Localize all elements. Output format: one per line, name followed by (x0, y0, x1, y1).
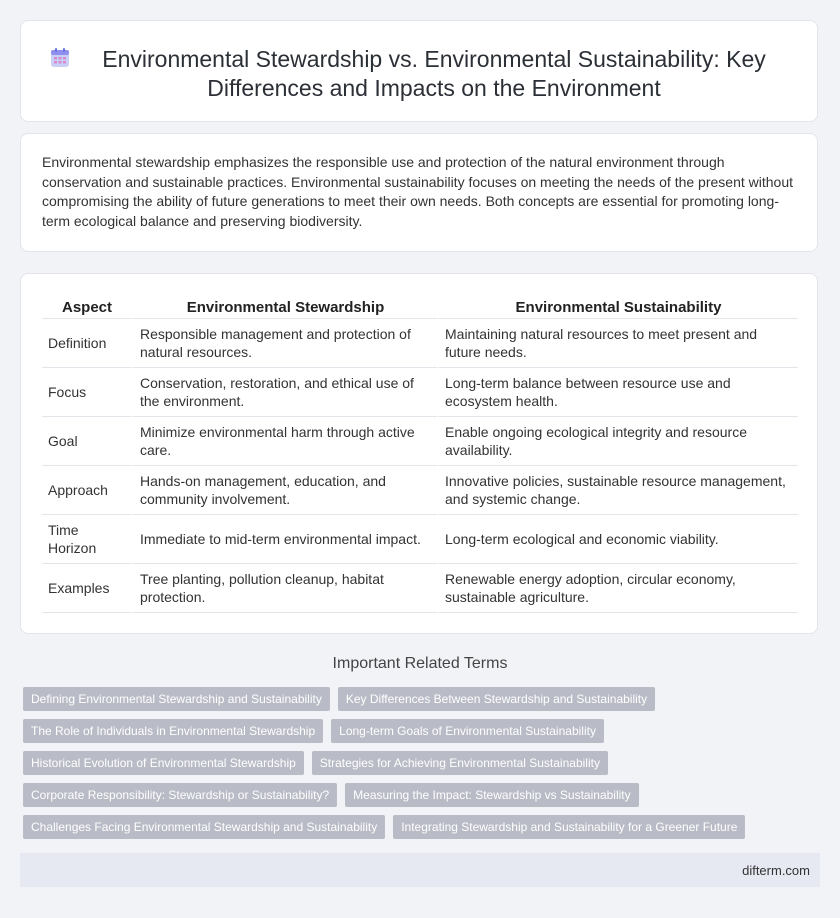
row-stewardship: Conservation, restoration, and ethical use of the environment. (132, 368, 437, 417)
related-term-link[interactable]: Key Differences Between Stewardship and Sustainability (338, 687, 655, 711)
row-sustainability: Renewable energy adoption, circular economy, sustainable agriculture. (437, 564, 798, 613)
row-aspect: Time Horizon (42, 515, 132, 564)
row-stewardship: Minimize environmental harm through active care. (132, 417, 437, 466)
related-term-link[interactable]: Measuring the Impact: Stewardship vs Sustainability (345, 783, 638, 807)
row-sustainability: Long-term ecological and economic viability. (437, 515, 798, 564)
row-stewardship: Immediate to mid-term environmental impact. (132, 515, 437, 564)
row-aspect: Focus (42, 368, 132, 417)
related-term-link[interactable]: Long-term Goals of Environmental Sustainability (331, 719, 604, 743)
related-term-link[interactable]: Strategies for Achieving Environmental Sustainability (312, 751, 608, 775)
related-term-link[interactable]: Historical Evolution of Environmental Stewardship (23, 751, 304, 775)
table-row (42, 368, 798, 417)
related-term-link[interactable]: Integrating Stewardship and Sustainability for a Greener Future (393, 815, 745, 839)
comparison-card (20, 273, 818, 634)
title-card (20, 20, 818, 122)
intro-paragraph: Environmental stewardship emphasizes the responsible use and protection of the natural environment through conservation and sustainable practices. Environmental sustainability focuses on meeting the needs of the present without compromising the ability of future generations to meet their own needs. Both concepts are essential for promoting long-term ecological balance and preserving biodiversity. (42, 154, 793, 229)
tag-row (23, 815, 823, 839)
row-aspect: Examples (42, 564, 132, 613)
related-terms-title: Important Related Terms (332, 655, 508, 672)
row-stewardship: Hands-on management, education, and community involvement. (132, 466, 437, 515)
row-stewardship: Tree planting, pollution cleanup, habitat protection. (132, 564, 437, 613)
related-term-link[interactable]: The Role of Individuals in Environmental Stewardship (23, 719, 323, 743)
tag-row (23, 751, 823, 775)
tag-row (23, 687, 823, 711)
footer-site-link[interactable]: difterm.com (742, 863, 810, 878)
table-header-row (42, 296, 798, 319)
row-sustainability: Enable ongoing ecological integrity and resource availability. (437, 417, 798, 466)
row-aspect: Approach (42, 466, 132, 515)
row-stewardship: Responsible management and protection of natural resources. (132, 319, 437, 368)
related-term-link[interactable]: Defining Environmental Stewardship and Sustainability (23, 687, 330, 711)
table-row (42, 564, 798, 613)
row-aspect: Goal (42, 417, 132, 466)
related-term-link[interactable]: Corporate Responsibility: Stewardship or Sustainability? (23, 783, 337, 807)
intro-card (20, 133, 818, 252)
header-sustainability: Environmental Sustainability (437, 296, 798, 319)
table-row (42, 515, 798, 564)
table-row (42, 417, 798, 466)
related-terms-list (23, 687, 823, 847)
row-sustainability: Long-term balance between resource use and ecosystem health. (437, 368, 798, 417)
tag-row (23, 719, 823, 743)
tag-row (23, 783, 823, 807)
table-row (42, 319, 798, 368)
related-term-link[interactable]: Challenges Facing Environmental Stewardship and Sustainability (23, 815, 385, 839)
header-aspect: Aspect (42, 296, 132, 319)
footer (20, 853, 820, 887)
row-aspect: Definition (42, 319, 132, 368)
row-sustainability: Innovative policies, sustainable resource management, and systemic change. (437, 466, 798, 515)
row-sustainability: Maintaining natural resources to meet present and future needs. (437, 319, 798, 368)
page-title: Environmental Stewardship vs. Environmental Sustainability: Key Differences and Impacts on the Environment (102, 46, 766, 101)
comparison-table (42, 296, 798, 613)
table-row (42, 466, 798, 515)
header-stewardship: Environmental Stewardship (132, 296, 437, 319)
